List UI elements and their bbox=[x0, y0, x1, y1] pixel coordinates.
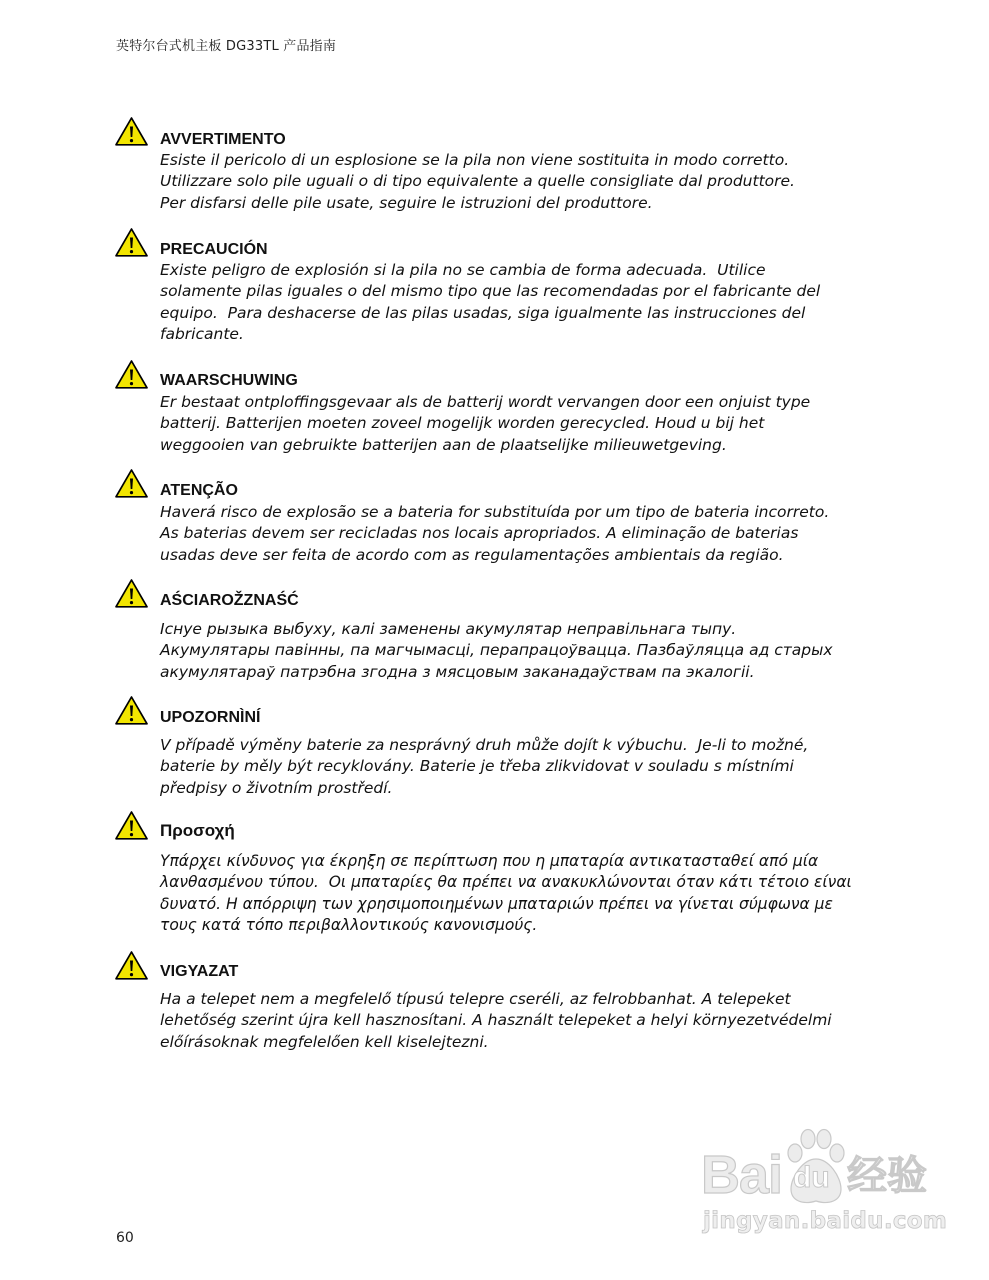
body-line: weggooien van gebruikte batterijen aan de plaatselijke milieuwetgeving. bbox=[160, 435, 727, 454]
warning-triangle-icon bbox=[114, 950, 149, 981]
warning-body bbox=[160, 260, 820, 345]
body-line: As baterias devem ser recicladas nos locais apropriados. A eliminação de baterias bbox=[160, 524, 799, 543]
warning-title: WAARSCHUWING bbox=[160, 372, 298, 389]
warning-body bbox=[160, 851, 852, 936]
warning-title: Προσοχή bbox=[160, 821, 235, 840]
warning-body bbox=[160, 735, 808, 799]
warning-triangle-icon bbox=[114, 468, 149, 499]
warning-body bbox=[160, 150, 795, 214]
warning-title: AVVERTIMENTO bbox=[160, 131, 286, 148]
watermark-cn-text: 经验 bbox=[847, 1153, 927, 1199]
body-line: Esiste il pericolo di un esplosione se la pila non viene sostituita in modo corretto. bbox=[160, 151, 790, 169]
warning-triangle-icon bbox=[114, 116, 149, 147]
body-line: fabricante. bbox=[160, 324, 244, 343]
body-line: Ha a telepet nem a megfelelő típusú telepre cseréli, az felrobbanhat. A telepeket bbox=[160, 990, 791, 1008]
page-header-title: 英特尔台式机主板 DG33TL 产品指南 bbox=[116, 39, 337, 54]
warning-triangle-icon bbox=[114, 695, 149, 726]
body-line: solamente pilas iguales o del mismo tipo que las recomendadas por el fabricante del bbox=[160, 282, 821, 301]
warning-body bbox=[160, 619, 833, 683]
body-line: λανθασμένου τύπου. Οι μπαταρίες θα πρέπει να ανακυκλώνονται όταν κάτι τέτοιο είναι bbox=[160, 873, 852, 892]
warning-title: AŚCIAROŽZNAŚĆ bbox=[160, 592, 299, 609]
warning-triangle-icon bbox=[114, 578, 149, 609]
body-line: Υπάρχει κίνδυνος για έκρηξη σε περίπτωση που η μπαταρία αντικατασταθεί από μία bbox=[160, 852, 819, 870]
body-line: акумулятараў патрэбна згодна з мясцовым заканадаўствам па экалогіі. bbox=[160, 662, 755, 681]
warning-body bbox=[160, 989, 832, 1053]
baidu-jingyan-watermark bbox=[695, 1125, 948, 1245]
warning-triangle-icon bbox=[114, 359, 149, 390]
warning-title: VIGYAZAT bbox=[160, 963, 239, 980]
body-line: předpisy o životním prostředí. bbox=[160, 778, 393, 797]
warning-triangle-icon bbox=[114, 227, 149, 258]
body-line: Existe peligro de explosión si la pila no se cambia de forma adecuada. Utilice bbox=[160, 261, 766, 279]
body-line: Utilizzare solo pile uguali o di tipo equivalente a quelle consigliate dal produttore. bbox=[160, 172, 795, 191]
warning-body bbox=[160, 392, 810, 456]
body-line: lehetőség szerint újra kell hasznosítani. A használt telepeket a helyi környezetvédelmi bbox=[160, 1011, 832, 1030]
body-line: δυνατό. Η απόρριψη των χρησιμοποιημένων μπαταριών πρέπει να γίνεται σύμφωνα με bbox=[160, 894, 833, 913]
body-line: Існуе рызыка выбуху, калі заменены акумулятар неправільнага тыпу. bbox=[160, 620, 737, 638]
body-line: Er bestaat ontploffingsgevaar als de batterij wordt vervangen door een onjuist type bbox=[160, 393, 811, 411]
body-line: V případě výměny baterie za nesprávný druh může dojít k výbuchu. Je-li to možné, bbox=[160, 736, 809, 754]
warning-title: ATENÇÃO bbox=[160, 482, 238, 499]
body-line: batterij. Batterijen moeten zoveel mogelijk worden gerecycled. Houd u bij het bbox=[160, 414, 765, 433]
watermark-url: jingyan.baidu.com bbox=[703, 1208, 948, 1234]
body-line: usadas deve ser feita de acordo com as regulamentações ambientais da região. bbox=[160, 545, 784, 564]
warning-title: UPOZORNÌNÍ bbox=[160, 709, 261, 726]
watermark-brand-text: Bai bbox=[701, 1145, 783, 1205]
warning-body bbox=[160, 502, 829, 566]
body-line: Haverá risco de explosão se a bateria for substituída por um tipo de bateria incorreto. bbox=[160, 503, 830, 521]
body-line: Акумулятары павінны, па магчымасці, перапрацоўвацца. Пазбаўляцца ад старых bbox=[160, 641, 833, 660]
warning-triangle-icon bbox=[114, 810, 149, 841]
body-line: előírásoknak megfelelően kell kiselejtezni. bbox=[160, 1032, 489, 1051]
body-line: equipo. Para deshacerse de las pilas usadas, siga igualmente las instrucciones del bbox=[160, 303, 806, 322]
body-line: Per disfarsi delle pile usate, seguire le istruzioni del produttore. bbox=[160, 193, 653, 212]
warning-title: PRECAUCIÓN bbox=[160, 241, 268, 258]
body-line: τους κατά τόπο περιβαλλοντικούς κανονισμούς. bbox=[160, 915, 538, 934]
body-line: baterie by měly být recyklovány. Baterie je třeba zlikvidovat v souladu s místními bbox=[160, 757, 794, 776]
page-number: 60 bbox=[116, 1230, 134, 1246]
watermark-paw-text: du bbox=[793, 1161, 830, 1194]
